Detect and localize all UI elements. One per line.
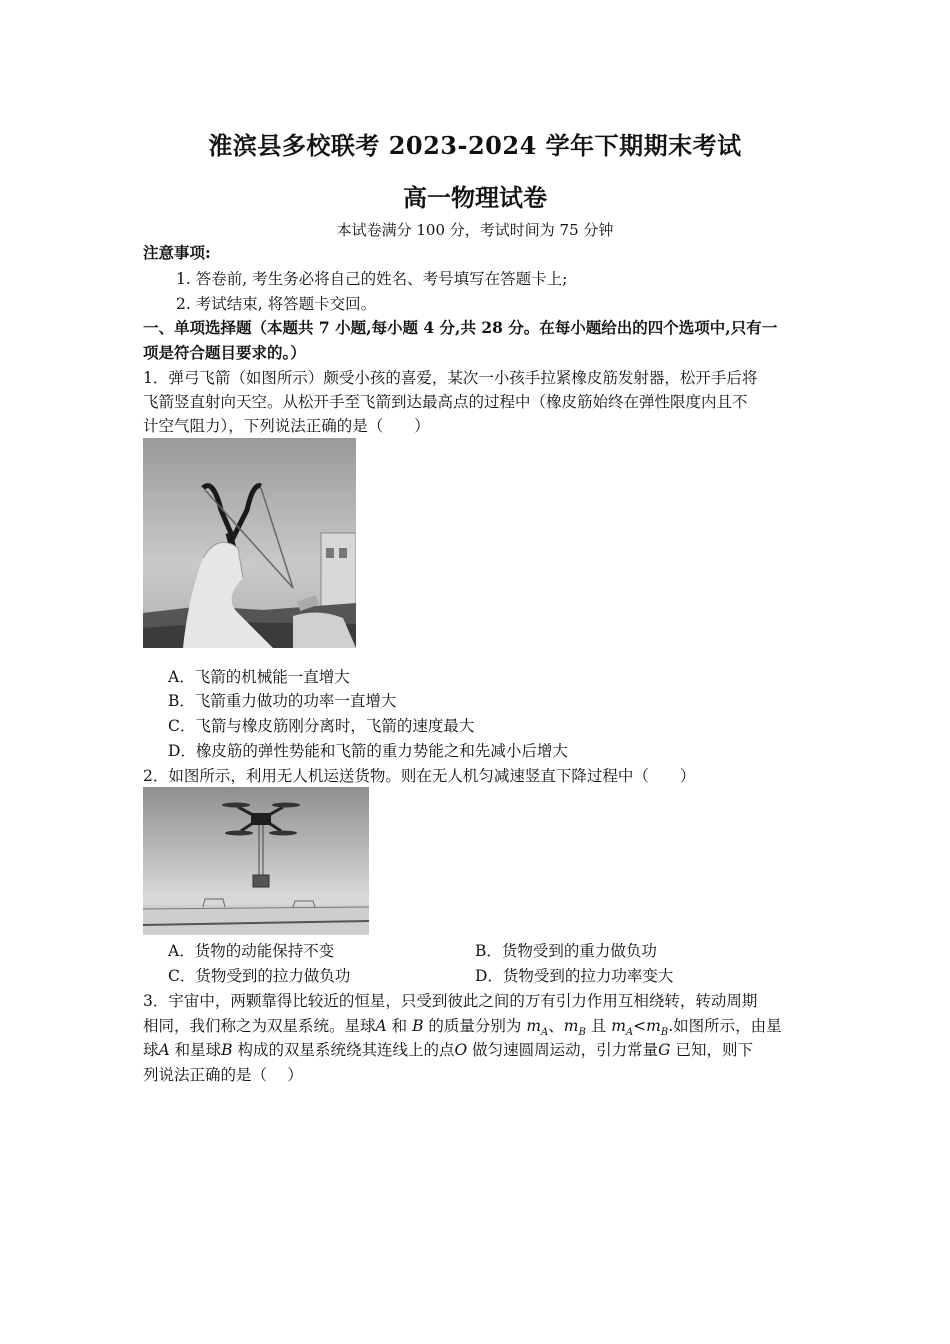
slingshot-photo bbox=[143, 438, 356, 648]
q2-option-a: A．货物的动能保持不变 bbox=[168, 942, 335, 960]
section1-heading-cont: 项是符合题目要求的。） bbox=[143, 343, 306, 362]
q1-stem-line3: 计空气阻力），下列说法正确的是（ ） bbox=[143, 417, 430, 435]
notice-item-1: 1. 答卷前, 考生务必将自己的姓名、考号填写在答题卡上; bbox=[176, 270, 568, 288]
q1-option-c: C．飞箭与橡皮筋刚分离时，飞箭的速度最大 bbox=[168, 717, 475, 735]
q2-option-b: B．货物受到的重力做负功 bbox=[475, 942, 657, 960]
q3-stem-line3: 球A 和星球B 构成的双星系统绕其连线上的点O 做匀速圆周运动，引力常量G 已知，则下 bbox=[143, 1041, 753, 1059]
q1-option-a: A．飞箭的机械能一直增大 bbox=[168, 668, 350, 686]
exam-info: 本试卷满分 100 分，考试时间为 75 分钟 bbox=[336, 221, 614, 239]
exam-subtitle: 高一物理试卷 bbox=[403, 183, 547, 212]
q2-stem: 2．如图所示，利用无人机运送货物。则在无人机匀减速竖直下降过程中（ ） bbox=[143, 767, 696, 785]
q2-option-d: D．货物受到的拉力功率变大 bbox=[475, 967, 674, 985]
q3-stem-line2: 相同，我们称之为双星系统。星球A 和 B 的质量分别为 $m_A$、$m_B$ 且 $m_A<m_B$.如图所示，由星 bbox=[143, 1017, 782, 1039]
q1-option-d: D．橡皮筋的弹性势能和飞箭的重力势能之和先减小后增大 bbox=[168, 742, 568, 760]
q2-option-c: C．货物受到的拉力做负功 bbox=[168, 967, 351, 985]
section1-heading: 一、单项选择题（本题共 7 小题,每小题 4 分,共 28 分。在每小题给出的四个选项中,只有一 bbox=[143, 318, 778, 337]
q1-stem-line2: 飞箭竖直射向天空。从松开手至飞箭到达最高点的过程中（橡皮筋始终在弹性限度内且不 bbox=[143, 393, 748, 411]
notice-heading: 注意事项: bbox=[143, 243, 211, 262]
exam-title: 淮滨县多校联考 2023-2024 学年下期期末考试 bbox=[208, 131, 742, 160]
notice-item-2: 2. 考试结束, 将答题卡交回。 bbox=[176, 295, 377, 313]
q3-stem-line1: 3．宇宙中，两颗靠得比较近的恒星，只受到彼此之间的万有引力作用互相绕转，转动周期 bbox=[143, 992, 758, 1010]
q1-option-b: B．飞箭重力做功的功率一直增大 bbox=[168, 692, 397, 710]
q3-stem-line4: 列说法正确的是（ ） bbox=[143, 1066, 303, 1084]
drone-photo bbox=[143, 787, 369, 935]
q1-stem-line1: 1．弹弓飞箭（如图所示）颇受小孩的喜爱，某次一小孩手拉紧橡皮筋发射器，松开手后将 bbox=[143, 369, 758, 387]
